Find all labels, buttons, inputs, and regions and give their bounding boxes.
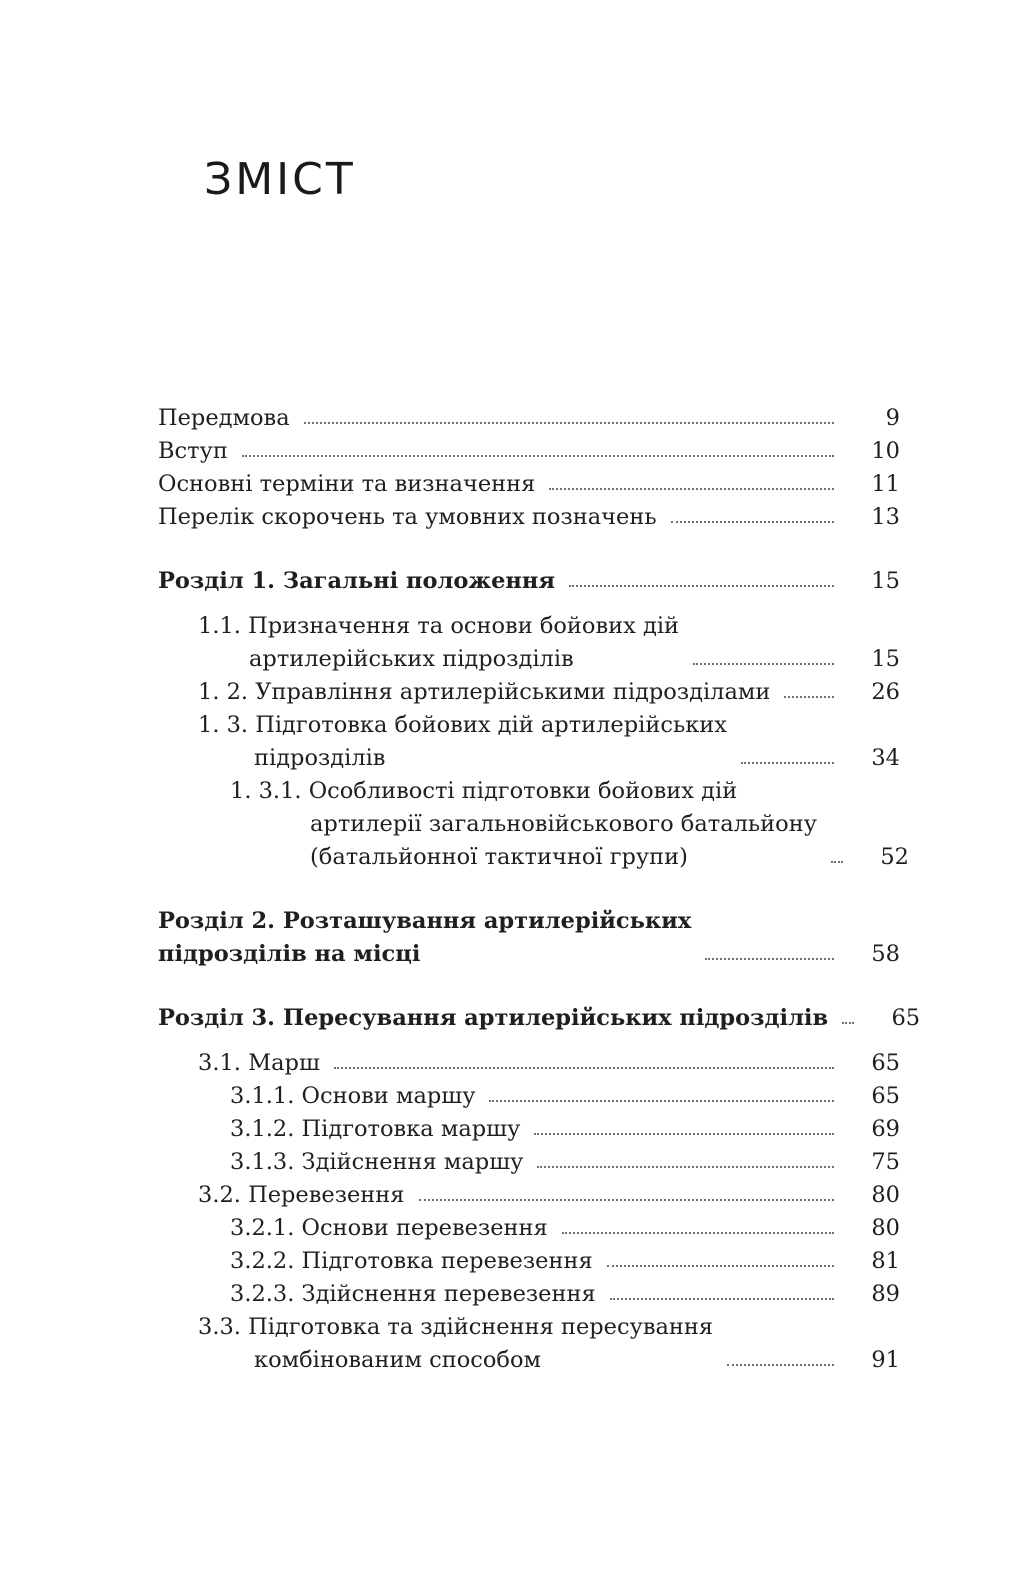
toc-page-number: 15: [871, 568, 900, 594]
toc-page-number: 9: [885, 405, 900, 431]
toc-entry-title-continued: артилерійських підрозділів: [249, 646, 574, 672]
page-title: ЗМІСТ: [204, 154, 356, 205]
dot-leader: [537, 1166, 834, 1168]
toc-page-number: 11: [871, 471, 900, 497]
toc-page-number: 89: [871, 1281, 900, 1307]
toc-entry-title: 3.2.2. Підготовка перевезення: [230, 1248, 593, 1274]
toc-entry-title: 3.2.3. Здійснення перевезення: [230, 1281, 596, 1307]
toc-page-number: 52: [880, 844, 909, 870]
dot-leader: [727, 1364, 834, 1366]
dot-leader: [534, 1133, 834, 1135]
toc-section-3-1[interactable]: [158, 1047, 910, 1080]
toc-chapter-1[interactable]: [158, 565, 910, 598]
toc-chapter-3[interactable]: [158, 1002, 921, 1035]
toc-page-number: 80: [871, 1215, 900, 1241]
toc-entry-title: 1. 2. Управління артилерійськими підрозділами: [198, 679, 771, 705]
toc-entry-title-continued: підрозділів: [254, 745, 386, 771]
toc-entry-introduction[interactable]: [158, 435, 910, 468]
dot-leader: [831, 861, 843, 863]
toc-entry-title: 3.3. Підготовка та здійснення пересування: [198, 1314, 714, 1340]
toc-subsection-3-1-2[interactable]: [158, 1113, 910, 1146]
toc-entry-title: 1. 3.1. Особливості підготовки бойових дій: [230, 778, 738, 804]
toc-chapter-2[interactable]: [158, 905, 910, 971]
toc-subsection-3-2-1[interactable]: [158, 1212, 910, 1245]
toc-section-1-3[interactable]: [158, 709, 910, 775]
dot-leader: [549, 488, 834, 490]
toc-page-number: 91: [871, 1347, 900, 1373]
dot-leader: [419, 1199, 835, 1201]
dot-leader: [304, 422, 834, 424]
toc-page-number: 75: [871, 1149, 900, 1175]
dot-leader: [489, 1100, 834, 1102]
toc-page-number: 80: [871, 1182, 900, 1208]
toc-entry-title: 3.1.2. Підготовка маршу: [230, 1116, 521, 1142]
toc-entry-title: Передмова: [158, 405, 290, 431]
dot-leader: [610, 1298, 834, 1300]
toc-entry-title: Розділ 2. Розташування артилерійських: [158, 908, 692, 934]
dot-leader: [842, 1022, 854, 1024]
toc-entry-title: Основні терміни та визначення: [158, 471, 536, 497]
toc-subsection-3-1-1[interactable]: [158, 1080, 910, 1113]
toc-entry-title: 3.1.1. Основи маршу: [230, 1083, 476, 1109]
dot-leader: [671, 521, 834, 523]
toc-entry-title: 1. 3. Підготовка бойових дій артилерійських: [198, 712, 727, 738]
toc-page-number: 58: [871, 941, 900, 967]
toc-subsection-3-1-3[interactable]: [158, 1146, 910, 1179]
toc-subsection-1-3-1[interactable]: [158, 775, 910, 874]
dot-leader: [693, 663, 834, 665]
toc-page-number: 10: [871, 438, 900, 464]
dot-leader: [607, 1265, 834, 1267]
toc-page-number: 69: [871, 1116, 900, 1142]
dot-leader: [242, 455, 834, 457]
toc-entry-abbreviations[interactable]: [158, 501, 910, 534]
toc-page-number: 65: [871, 1050, 900, 1076]
dot-leader: [784, 696, 834, 698]
toc-entry-title-continued: (батальйонної тактичної групи): [310, 844, 688, 870]
toc-entry-title-continued: комбінованим способом: [254, 1347, 542, 1373]
toc-page-number: 65: [891, 1005, 921, 1031]
toc-entry-title: Розділ 3. Пересування артилерійських підрозділів: [158, 1005, 829, 1031]
toc-entry-title: 3.2. Перевезення: [198, 1182, 405, 1208]
toc-entry-title: Перелік скорочень та умовних позначень: [158, 504, 657, 530]
toc-section-1-2[interactable]: [158, 676, 910, 709]
table-of-contents: [158, 402, 921, 1377]
toc-section-1-1[interactable]: [158, 610, 910, 676]
dot-leader: [705, 958, 834, 960]
toc-page-number: 34: [871, 745, 900, 771]
toc-section-3-3[interactable]: [158, 1311, 910, 1377]
toc-page-number: 15: [871, 646, 900, 672]
dot-leader: [334, 1067, 834, 1069]
dot-leader: [562, 1232, 834, 1234]
toc-section-3-2[interactable]: [158, 1179, 910, 1212]
toc-subsection-3-2-2[interactable]: [158, 1245, 910, 1278]
toc-subsection-3-2-3[interactable]: [158, 1278, 910, 1311]
dot-leader: [569, 585, 834, 587]
toc-page-number: 26: [871, 679, 900, 705]
toc-page-number: 65: [871, 1083, 900, 1109]
toc-entry-title: 1.1. Призначення та основи бойових дій: [198, 613, 680, 639]
toc-page-number: 81: [871, 1248, 900, 1274]
toc-entry-title: Розділ 1. Загальні положення: [158, 568, 555, 594]
toc-entry-title-continued: підрозділів на місці: [158, 941, 421, 967]
toc-page-number: 13: [871, 504, 900, 530]
dot-leader: [741, 762, 834, 764]
toc-entry-title: Вступ: [158, 438, 228, 464]
toc-entry-foreword[interactable]: [158, 402, 910, 435]
toc-entry-title-continued: артилерії загальновійськового батальйону: [310, 811, 817, 837]
toc-entry-title: 3.1.3. Здійснення маршу: [230, 1149, 524, 1175]
toc-entry-title: 3.2.1. Основи перевезення: [230, 1215, 548, 1241]
toc-entry-title: 3.1. Марш: [198, 1050, 320, 1076]
toc-entry-terms[interactable]: [158, 468, 910, 501]
